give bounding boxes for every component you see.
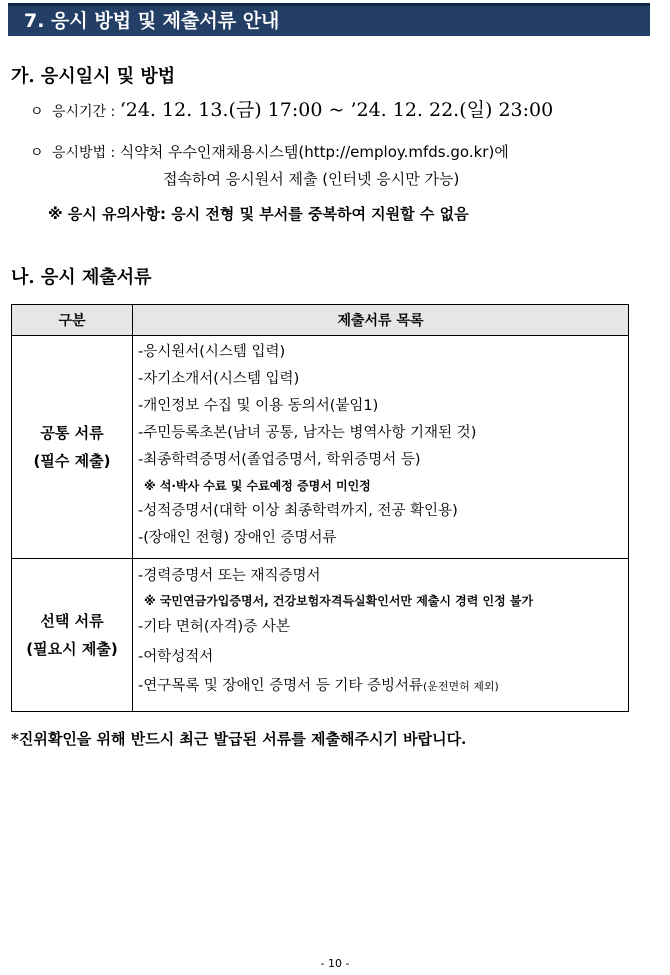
table-header-category: 구분 bbox=[12, 305, 133, 336]
page-number: - 10 - bbox=[320, 957, 350, 970]
table-header-documents: 제출서류 목록 bbox=[133, 305, 629, 336]
method-text-line2: 접속하여 응시원서 제출 (인터넷 응시만 가능) bbox=[163, 170, 460, 188]
method-label: 응시방법 : bbox=[52, 145, 116, 161]
method-text-line1: 식약처 우수인재채용시스템(http://employ.mfds.go.kr)에 bbox=[119, 143, 509, 161]
list-item: -응시원서(시스템 입력) bbox=[138, 344, 286, 360]
bullet-icon: ㅇ bbox=[30, 145, 44, 161]
section-title: 7. 응시 방법 및 제출서류 안내 bbox=[8, 3, 650, 36]
period-value: ‘24. 12. 13.(금) 17:00 ~ ’24. 12. 22.(일) 23:00 bbox=[119, 99, 554, 121]
list-item: -기타 면허(자격)증 사본 bbox=[138, 619, 290, 635]
optional-documents-note: ※ 국민연금가입증명서, 건강보험자격득실확인서만 제출시 경력 인정 불가 bbox=[144, 594, 534, 608]
category-common-line1: 공통 서류 bbox=[40, 424, 104, 442]
table-header-row bbox=[12, 305, 629, 336]
category-optional bbox=[12, 559, 133, 712]
list-item-text: -연구목록 및 장애인 증명서 등 기타 증빙서류 bbox=[138, 678, 424, 694]
category-optional-line2: (필요시 제출) bbox=[26, 640, 118, 658]
list-item: -주민등록초본(남녀 공통, 남자는 병역사항 기재된 것) bbox=[138, 425, 477, 441]
application-period-line bbox=[30, 95, 553, 122]
list-item bbox=[138, 672, 628, 701]
documents-table bbox=[11, 304, 629, 712]
list-item: -최종학력증명서(졸업증명서, 학위증명서 등) bbox=[138, 452, 421, 468]
subsection-heading-b: 나. 응시 제출서류 bbox=[11, 267, 152, 288]
list-item-exception: (운전면허 제외) bbox=[423, 680, 499, 693]
list-item: -경력증명서 또는 재직증명서 bbox=[138, 568, 321, 584]
list-item: -(장애인 전형) 장애인 증명서류 bbox=[138, 530, 337, 546]
common-documents-note: ※ 석·박사 수료 및 수료예정 증명서 미인정 bbox=[144, 479, 371, 493]
table-row-common bbox=[12, 336, 629, 559]
common-documents-list bbox=[133, 336, 629, 559]
application-notice: ※ 응시 유의사항: 응시 전형 및 부서를 중복하여 지원할 수 없음 bbox=[48, 205, 469, 223]
footnote: *진위확인을 위해 반드시 최근 발급된 서류를 제출해주시기 바랍니다. bbox=[11, 730, 467, 748]
application-method-line bbox=[30, 141, 509, 162]
list-item: -어학성적서 bbox=[138, 649, 214, 665]
subsection-heading-a: 가. 응시일시 및 방법 bbox=[11, 66, 176, 87]
period-label: 응시기간 : bbox=[52, 104, 116, 120]
list-item: -자기소개서(시스템 입력) bbox=[138, 371, 300, 387]
list-item: -성적증명서(대학 이상 최종학력까지, 전공 확인용) bbox=[138, 503, 458, 519]
category-optional-line1: 선택 서류 bbox=[40, 612, 104, 630]
list-item: -개인정보 수집 및 이용 동의서(붙임1) bbox=[138, 398, 379, 414]
bullet-icon: ㅇ bbox=[30, 104, 44, 120]
table-row-optional bbox=[12, 559, 629, 712]
optional-documents-list bbox=[133, 559, 629, 712]
category-common bbox=[12, 336, 133, 559]
category-common-line2: (필수 제출) bbox=[33, 452, 111, 470]
